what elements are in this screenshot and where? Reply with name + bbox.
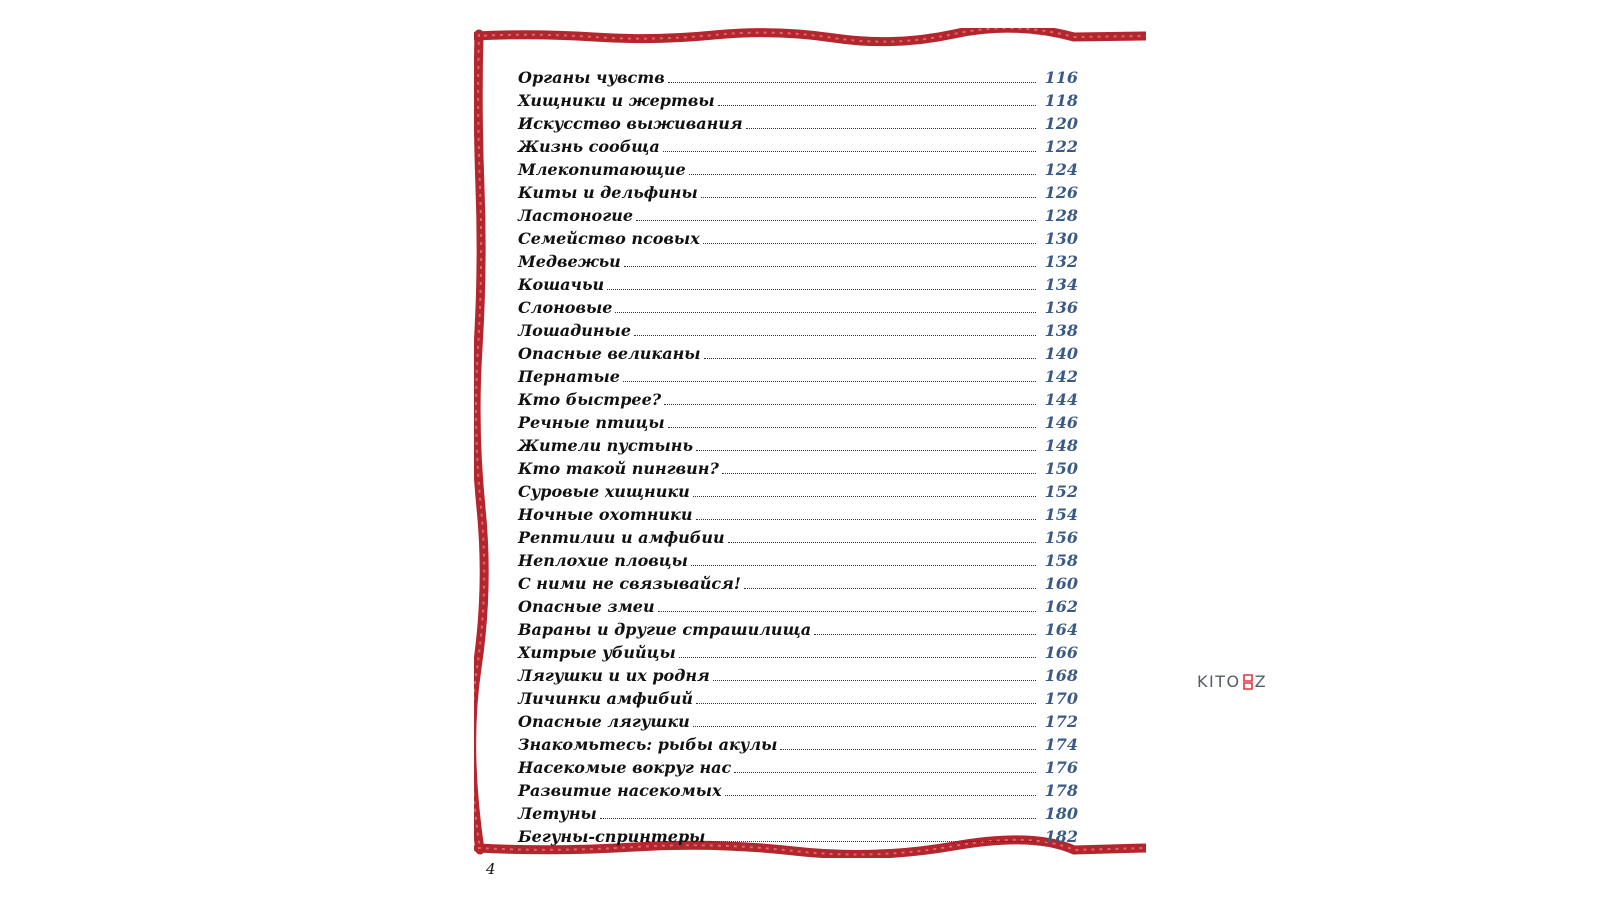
toc-entry-title: Кто быстрее? bbox=[518, 390, 662, 409]
toc-entry-title: Семейство псовых bbox=[518, 229, 700, 248]
toc-entry[interactable] bbox=[518, 434, 1078, 457]
toc-entry-page: 136 bbox=[1044, 298, 1078, 317]
toc-entry-title: Опасные великаны bbox=[518, 344, 701, 363]
toc-entry-title: Знакомьтесь: рыбы акулы bbox=[518, 735, 778, 754]
toc-entry-title: Личинки амфибий bbox=[518, 689, 694, 708]
dot-leader bbox=[607, 288, 1036, 290]
toc-entry-title: Речные птицы bbox=[518, 413, 665, 432]
toc-entry[interactable] bbox=[518, 342, 1078, 365]
toc-entry[interactable] bbox=[518, 135, 1078, 158]
dot-leader bbox=[708, 840, 1036, 842]
dot-leader bbox=[696, 518, 1037, 520]
toc-entry-page: 128 bbox=[1044, 206, 1078, 225]
toc-entry-title: Бегуны-спринтеры bbox=[518, 827, 706, 846]
toc-entry-page: 148 bbox=[1044, 436, 1078, 455]
toc-entry-page: 170 bbox=[1044, 689, 1078, 708]
book-page bbox=[474, 28, 1146, 890]
dot-leader bbox=[689, 173, 1036, 175]
dot-leader bbox=[728, 541, 1036, 543]
dot-leader bbox=[623, 380, 1036, 382]
toc-entry-title: Слоновые bbox=[518, 298, 613, 317]
toc-entry-title: Хитрые убийцы bbox=[518, 643, 676, 662]
toc-entry-page: 116 bbox=[1044, 68, 1078, 87]
toc-entry-title: Жизнь сообща bbox=[518, 137, 660, 156]
toc-entry-page: 182 bbox=[1044, 827, 1078, 846]
toc-entry-title: Искусство выживания bbox=[518, 114, 743, 133]
dot-leader bbox=[679, 656, 1036, 658]
toc-entry[interactable] bbox=[518, 365, 1078, 388]
toc-entry[interactable] bbox=[518, 710, 1078, 733]
toc-entry-title: Кошачьи bbox=[518, 275, 605, 294]
toc-entry-page: 152 bbox=[1044, 482, 1078, 501]
toc-entry[interactable] bbox=[518, 411, 1078, 434]
toc-entry-page: 140 bbox=[1044, 344, 1078, 363]
toc-entry-title: Опасные лягушки bbox=[518, 712, 690, 731]
toc-entry-title: Вараны и другие страшилища bbox=[518, 620, 812, 639]
dot-leader bbox=[693, 495, 1036, 497]
kitobz-watermark-logo bbox=[1197, 672, 1267, 691]
toc-entry-page: 118 bbox=[1044, 91, 1078, 110]
toc-entry[interactable] bbox=[518, 66, 1078, 89]
toc-entry-title: Хищники и жертвы bbox=[518, 91, 715, 110]
dot-leader bbox=[734, 771, 1036, 773]
logo-bracket-icon bbox=[1242, 673, 1254, 691]
toc-entry[interactable] bbox=[518, 296, 1078, 319]
toc-entry[interactable] bbox=[518, 595, 1078, 618]
dot-leader bbox=[780, 748, 1036, 750]
toc-entry[interactable] bbox=[518, 572, 1078, 595]
toc-entry-page: 150 bbox=[1044, 459, 1078, 478]
toc-entry[interactable] bbox=[518, 641, 1078, 664]
dot-leader bbox=[693, 725, 1036, 727]
toc-entry-page: 132 bbox=[1044, 252, 1078, 271]
toc-entry-page: 154 bbox=[1044, 505, 1078, 524]
dot-leader bbox=[636, 219, 1036, 221]
toc-entry-title: Суровые хищники bbox=[518, 482, 690, 501]
dot-leader bbox=[663, 150, 1036, 152]
dot-leader bbox=[668, 81, 1036, 83]
page-number: 4 bbox=[486, 860, 496, 878]
dot-leader bbox=[744, 587, 1036, 589]
toc-entry[interactable] bbox=[518, 664, 1078, 687]
toc-entry[interactable] bbox=[518, 457, 1078, 480]
toc-entry-page: 142 bbox=[1044, 367, 1078, 386]
toc-entry[interactable] bbox=[518, 779, 1078, 802]
toc-entry-title: Лягушки и их родня bbox=[518, 666, 710, 685]
toc-entry-page: 166 bbox=[1044, 643, 1078, 662]
toc-entry[interactable] bbox=[518, 549, 1078, 572]
toc-entry-page: 144 bbox=[1044, 390, 1078, 409]
toc-entry-page: 180 bbox=[1044, 804, 1078, 823]
toc-entry-page: 164 bbox=[1044, 620, 1078, 639]
toc-entry-title: С ними не связывайся! bbox=[518, 574, 741, 593]
toc-entry[interactable] bbox=[518, 158, 1078, 181]
toc-entry-page: 130 bbox=[1044, 229, 1078, 248]
dot-leader bbox=[664, 403, 1036, 405]
dot-leader bbox=[600, 817, 1036, 819]
toc-entry-page: 146 bbox=[1044, 413, 1078, 432]
toc-entry-page: 138 bbox=[1044, 321, 1078, 340]
toc-entry-title: Опасные змеи bbox=[518, 597, 655, 616]
dot-leader bbox=[658, 610, 1036, 612]
toc-entry-title: Лошадиные bbox=[518, 321, 631, 340]
toc-entry-page: 168 bbox=[1044, 666, 1078, 685]
toc-entry-title: Органы чувств bbox=[518, 68, 665, 87]
toc-entry[interactable] bbox=[518, 388, 1078, 411]
toc-entry-title: Ластоногие bbox=[518, 206, 634, 225]
toc-entry-title: Летуны bbox=[518, 804, 597, 823]
dot-leader bbox=[722, 472, 1036, 474]
table-of-contents bbox=[518, 66, 1078, 848]
toc-entry-page: 122 bbox=[1044, 137, 1078, 156]
dot-leader bbox=[696, 702, 1036, 704]
dot-leader bbox=[718, 104, 1036, 106]
toc-entry-page: 160 bbox=[1044, 574, 1078, 593]
toc-entry[interactable] bbox=[518, 319, 1078, 342]
dot-leader bbox=[696, 449, 1036, 451]
toc-entry[interactable] bbox=[518, 181, 1078, 204]
dot-leader bbox=[668, 426, 1036, 428]
dot-leader bbox=[746, 127, 1036, 129]
toc-entry-title: Неплохие пловцы bbox=[518, 551, 688, 570]
toc-entry-title: Развитие насекомых bbox=[518, 781, 722, 800]
dot-leader bbox=[704, 357, 1036, 359]
toc-entry-page: 134 bbox=[1044, 275, 1078, 294]
watermark-suffix: Z bbox=[1254, 672, 1268, 691]
dot-leader bbox=[713, 679, 1036, 681]
toc-entry-page: 124 bbox=[1044, 160, 1078, 179]
toc-entry-title: Пернатые bbox=[518, 367, 620, 386]
toc-entry-title: Ночные охотники bbox=[518, 505, 693, 524]
toc-entry-title: Насекомые вокруг нас bbox=[518, 758, 732, 777]
toc-entry-page: 176 bbox=[1044, 758, 1078, 777]
toc-entry-title: Рептилии и амфибии bbox=[518, 528, 725, 547]
toc-entry-page: 120 bbox=[1044, 114, 1078, 133]
dot-leader bbox=[725, 794, 1036, 796]
toc-entry[interactable] bbox=[518, 204, 1078, 227]
toc-entry[interactable] bbox=[518, 250, 1078, 273]
toc-entry-page: 172 bbox=[1044, 712, 1078, 731]
toc-entry[interactable] bbox=[518, 802, 1078, 825]
dot-leader bbox=[691, 564, 1036, 566]
toc-entry[interactable] bbox=[518, 526, 1078, 549]
toc-entry-title: Кто такой пингвин? bbox=[518, 459, 719, 478]
toc-entry[interactable] bbox=[518, 112, 1078, 135]
toc-entry-page: 126 bbox=[1044, 183, 1078, 202]
toc-entry-page: 178 bbox=[1044, 781, 1078, 800]
toc-entry-page: 162 bbox=[1044, 597, 1078, 616]
toc-entry-page: 158 bbox=[1044, 551, 1078, 570]
toc-entry-page: 174 bbox=[1044, 735, 1078, 754]
toc-entry-title: Жители пустынь bbox=[518, 436, 694, 455]
toc-entry[interactable] bbox=[518, 825, 1078, 848]
toc-entry[interactable] bbox=[518, 480, 1078, 503]
dot-leader bbox=[615, 311, 1036, 313]
dot-leader bbox=[814, 633, 1036, 635]
watermark-prefix: KITO bbox=[1197, 672, 1241, 691]
toc-entry[interactable] bbox=[518, 733, 1078, 756]
dot-leader bbox=[703, 242, 1036, 244]
toc-entry[interactable] bbox=[518, 273, 1078, 296]
toc-entry[interactable] bbox=[518, 756, 1078, 779]
toc-entry[interactable] bbox=[518, 227, 1078, 250]
toc-entry-title: Медвежьи bbox=[518, 252, 621, 271]
toc-entry-page: 156 bbox=[1044, 528, 1078, 547]
toc-entry-title: Млекопитающие bbox=[518, 160, 686, 179]
toc-entry[interactable] bbox=[518, 687, 1078, 710]
dot-leader bbox=[701, 196, 1036, 198]
toc-entry-title: Киты и дельфины bbox=[518, 183, 698, 202]
toc-entry[interactable] bbox=[518, 89, 1078, 112]
toc-entry[interactable] bbox=[518, 618, 1078, 641]
dot-leader bbox=[634, 334, 1036, 336]
toc-entry[interactable] bbox=[518, 503, 1078, 526]
dot-leader bbox=[624, 265, 1036, 267]
